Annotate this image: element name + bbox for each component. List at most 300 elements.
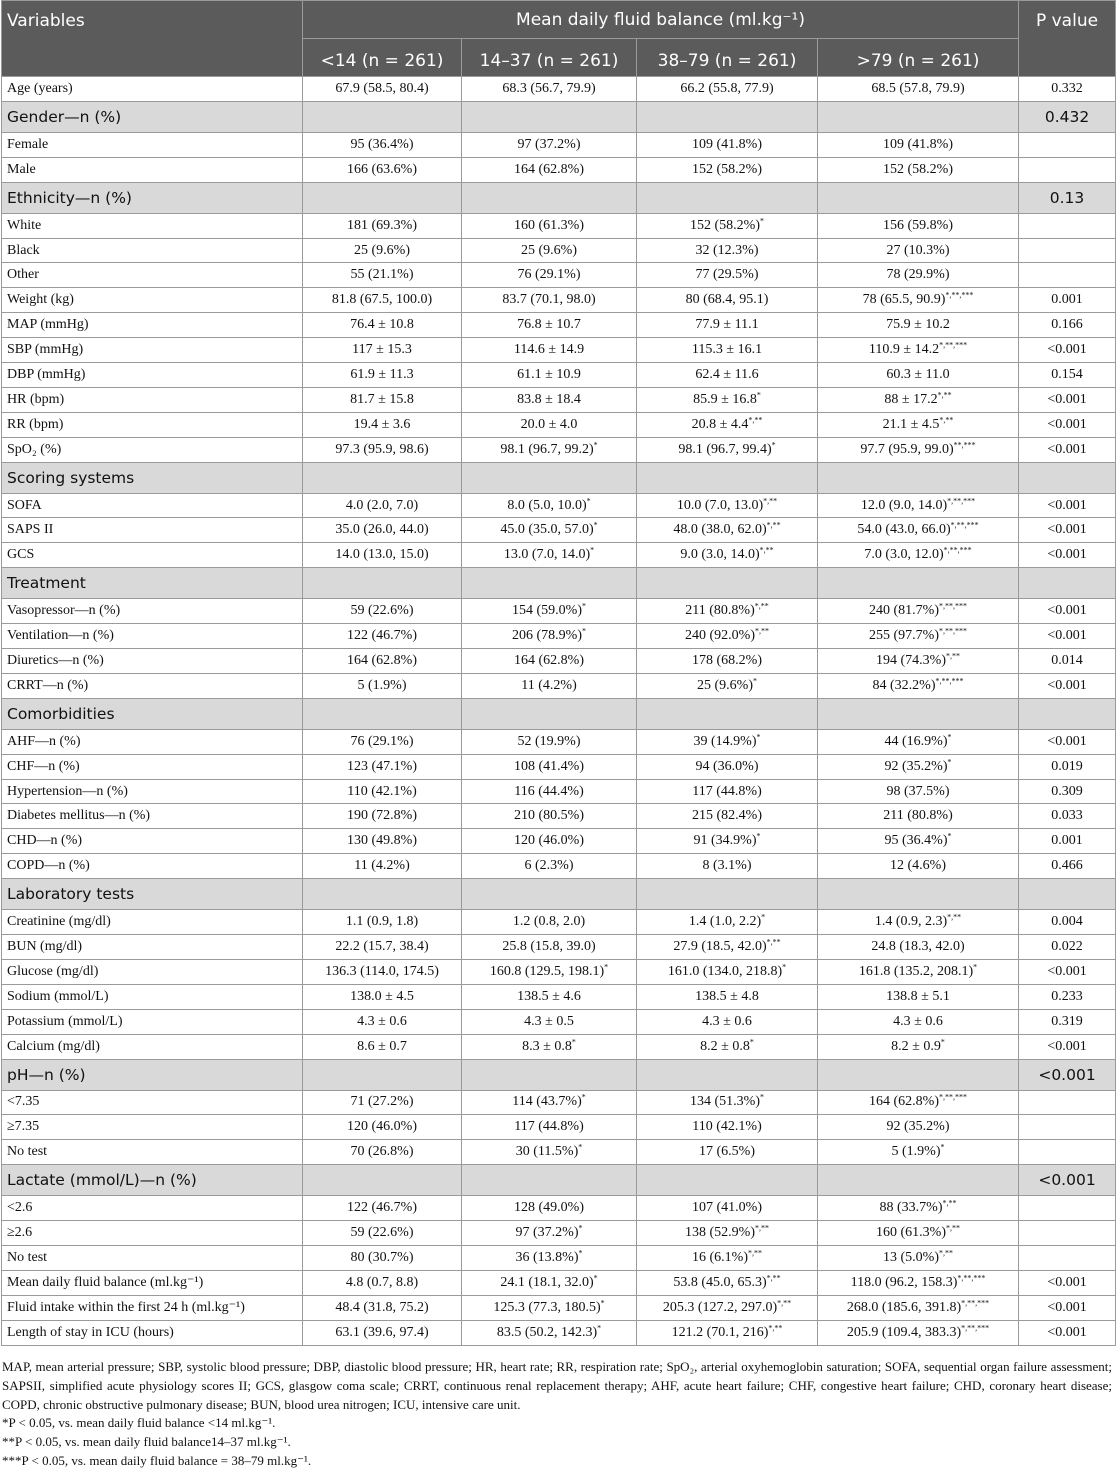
section-empty-cell	[462, 1059, 637, 1090]
footnote-significance-2: **P < 0.05, vs. mean daily fluid balance14–37 ml.kg⁻¹.	[2, 1434, 291, 1450]
value-cell-group-2: 164 (62.8%)	[462, 649, 637, 674]
table-row	[2, 338, 1116, 363]
row-label: Female	[2, 132, 303, 157]
value-cell-group-2: 83.8 ± 18.4	[462, 387, 637, 412]
footnote-significance-1: *P < 0.05, vs. mean daily fluid balance <14 ml.kg⁻¹.	[2, 1415, 276, 1431]
value-cell-group-4: 161.8 (135.2, 208.1)*	[818, 959, 1019, 984]
row-label: Diabetes mellitus—n (%)	[2, 804, 303, 829]
value-cell-group-1: 14.0 (13.0, 15.0)	[303, 543, 462, 568]
value-cell-group-3: 32 (12.3%)	[637, 238, 818, 263]
table-body	[2, 77, 1116, 1346]
section-p-value	[1019, 698, 1116, 729]
section-row	[2, 1059, 1116, 1090]
value-cell-group-3: 211 (80.8%)*,**	[637, 599, 818, 624]
value-cell-group-2: 154 (59.0%)*	[462, 599, 637, 624]
value-cell-group-3: 115.3 ± 16.1	[637, 338, 818, 363]
value-cell-group-3: 138.5 ± 4.8	[637, 984, 818, 1009]
value-cell-group-4: 194 (74.3%)*,**	[818, 649, 1019, 674]
row-label: No test	[2, 1140, 303, 1165]
value-cell-group-2: 114.6 ± 14.9	[462, 338, 637, 363]
p-value-cell	[1019, 1196, 1116, 1221]
value-cell-group-1: 61.9 ± 11.3	[303, 363, 462, 388]
value-cell-group-4: 110.9 ± 14.2*,**,***	[818, 338, 1019, 363]
value-cell-group-3: 80 (68.4, 95.1)	[637, 288, 818, 313]
section-empty-cell	[818, 879, 1019, 910]
value-cell-group-2: 160 (61.3%)	[462, 213, 637, 238]
p-value-cell: <0.001	[1019, 624, 1116, 649]
value-cell-group-4: 109 (41.8%)	[818, 132, 1019, 157]
p-value-cell	[1019, 157, 1116, 182]
table-row	[2, 935, 1116, 960]
header-group-title: Mean daily fluid balance (ml.kg⁻¹)	[303, 1, 1019, 39]
section-p-value: <0.001	[1019, 1059, 1116, 1090]
value-cell-group-1: 136.3 (114.0, 174.5)	[303, 959, 462, 984]
row-label: Fluid intake within the first 24 h (ml.kg⁻¹)	[2, 1295, 303, 1320]
table-row	[2, 854, 1116, 879]
value-cell-group-4: 88 (33.7%)*,**	[818, 1196, 1019, 1221]
value-cell-group-2: 20.0 ± 4.0	[462, 412, 637, 437]
value-cell-group-2: 76.8 ± 10.7	[462, 313, 637, 338]
value-cell-group-4: 118.0 (96.2, 158.3)*,**,***	[818, 1270, 1019, 1295]
value-cell-group-1: 59 (22.6%)	[303, 1221, 462, 1246]
p-value-cell	[1019, 1090, 1116, 1115]
header-group-4: >79 (n = 261)	[818, 39, 1019, 77]
p-value-cell: <0.001	[1019, 1270, 1116, 1295]
value-cell-group-1: 97.3 (95.9, 98.6)	[303, 437, 462, 462]
section-empty-cell	[462, 182, 637, 213]
value-cell-group-1: 19.4 ± 3.6	[303, 412, 462, 437]
value-cell-group-3: 215 (82.4%)	[637, 804, 818, 829]
baseline-characteristics-table	[1, 0, 1116, 1346]
value-cell-group-3: 16 (6.1%)*,**	[637, 1245, 818, 1270]
row-label: <7.35	[2, 1090, 303, 1115]
table-row	[2, 437, 1116, 462]
table-row	[2, 493, 1116, 518]
section-label: Laboratory tests	[2, 879, 303, 910]
section-empty-cell	[303, 1165, 462, 1196]
section-label: Gender—n (%)	[2, 101, 303, 132]
row-label: ≥7.35	[2, 1115, 303, 1140]
table-row	[2, 984, 1116, 1009]
p-value-cell: 0.004	[1019, 910, 1116, 935]
row-label: Calcium (mg/dl)	[2, 1034, 303, 1059]
section-empty-cell	[637, 698, 818, 729]
section-row	[2, 568, 1116, 599]
table-row	[2, 288, 1116, 313]
value-cell-group-3: 20.8 ± 4.4*,**	[637, 412, 818, 437]
value-cell-group-1: 110 (42.1%)	[303, 779, 462, 804]
value-cell-group-4: 60.3 ± 11.0	[818, 363, 1019, 388]
table-row	[2, 804, 1116, 829]
value-cell-group-2: 4.3 ± 0.5	[462, 1009, 637, 1034]
value-cell-group-3: 178 (68.2%)	[637, 649, 818, 674]
table-row	[2, 1320, 1116, 1345]
row-label: Other	[2, 263, 303, 288]
value-cell-group-3: 8 (3.1%)	[637, 854, 818, 879]
value-cell-group-1: 4.8 (0.7, 8.8)	[303, 1270, 462, 1295]
section-empty-cell	[637, 182, 818, 213]
value-cell-group-4: 27 (10.3%)	[818, 238, 1019, 263]
value-cell-group-1: 95 (36.4%)	[303, 132, 462, 157]
value-cell-group-3: 110 (42.1%)	[637, 1115, 818, 1140]
table-row	[2, 543, 1116, 568]
section-empty-cell	[462, 698, 637, 729]
p-value-cell: <0.001	[1019, 673, 1116, 698]
row-label: AHF—n (%)	[2, 729, 303, 754]
value-cell-group-1: 181 (69.3%)	[303, 213, 462, 238]
value-cell-group-3: 121.2 (70.1, 216)*,**	[637, 1320, 818, 1345]
value-cell-group-2: 8.3 ± 0.8*	[462, 1034, 637, 1059]
row-label: CHD—n (%)	[2, 829, 303, 854]
value-cell-group-3: 117 (44.8%)	[637, 779, 818, 804]
section-empty-cell	[303, 698, 462, 729]
value-cell-group-1: 71 (27.2%)	[303, 1090, 462, 1115]
value-cell-group-2: 83.7 (70.1, 98.0)	[462, 288, 637, 313]
table-row	[2, 157, 1116, 182]
table-row	[2, 518, 1116, 543]
table-row	[2, 1221, 1116, 1246]
value-cell-group-3: 91 (34.9%)*	[637, 829, 818, 854]
value-cell-group-1: 76 (29.1%)	[303, 729, 462, 754]
value-cell-group-4: 164 (62.8%)*,**,***	[818, 1090, 1019, 1115]
section-empty-cell	[637, 1059, 818, 1090]
value-cell-group-2: 97 (37.2%)	[462, 132, 637, 157]
value-cell-group-1: 81.7 ± 15.8	[303, 387, 462, 412]
value-cell-group-1: 5 (1.9%)	[303, 673, 462, 698]
section-empty-cell	[818, 1165, 1019, 1196]
section-p-value	[1019, 462, 1116, 493]
section-empty-cell	[637, 462, 818, 493]
row-label: COPD—n (%)	[2, 854, 303, 879]
value-cell-group-4: 75.9 ± 10.2	[818, 313, 1019, 338]
p-value-cell: <0.001	[1019, 543, 1116, 568]
footnote-abbreviations: MAP, mean arterial pressure; SBP, systolic blood pressure; DBP, diastolic blood pressure; HR, heart rate; RR, respiration rate; SpO₂, arterial oxyhemoglobin saturation; SOFA, sequential organ failure assessment; SAPSII, simplified acute physiology scores II; GCS, glasgow coma scale; CRRT, continuous renal replacement therapy; AHF, acute heart failure; CHF, congestive heart failure; CHD, coronary heart disease; COPD, chronic obstructive pulmonary disease; BUN, blood urea nitrogen; ICU, intensive care unit.	[2, 1359, 1112, 1412]
value-cell-group-2: 61.1 ± 10.9	[462, 363, 637, 388]
header-p-value: P value	[1019, 1, 1116, 77]
value-cell-group-1: 25 (9.6%)	[303, 238, 462, 263]
table-row	[2, 1115, 1116, 1140]
p-value-cell	[1019, 238, 1116, 263]
value-cell-group-3: 107 (41.0%)	[637, 1196, 818, 1221]
row-label: DBP (mmHg)	[2, 363, 303, 388]
value-cell-group-1: 123 (47.1%)	[303, 754, 462, 779]
row-label: SOFA	[2, 493, 303, 518]
value-cell-group-1: 190 (72.8%)	[303, 804, 462, 829]
row-label: Length of stay in ICU (hours)	[2, 1320, 303, 1345]
value-cell-group-2: 30 (11.5%)*	[462, 1140, 637, 1165]
value-cell-group-4: 68.5 (57.8, 79.9)	[818, 77, 1019, 102]
section-empty-cell	[637, 101, 818, 132]
section-p-value: 0.13	[1019, 182, 1116, 213]
row-label: SAPS II	[2, 518, 303, 543]
section-empty-cell	[303, 568, 462, 599]
value-cell-group-2: 36 (13.8%)*	[462, 1245, 637, 1270]
section-row	[2, 462, 1116, 493]
table-row	[2, 1196, 1116, 1221]
value-cell-group-2: 120 (46.0%)	[462, 829, 637, 854]
section-empty-cell	[303, 879, 462, 910]
value-cell-group-2: 83.5 (50.2, 142.3)*	[462, 1320, 637, 1345]
value-cell-group-2: 24.1 (18.1, 32.0)*	[462, 1270, 637, 1295]
p-value-cell: 0.319	[1019, 1009, 1116, 1034]
section-empty-cell	[462, 101, 637, 132]
p-value-cell	[1019, 1115, 1116, 1140]
section-empty-cell	[818, 698, 1019, 729]
row-label: HR (bpm)	[2, 387, 303, 412]
row-label: No test	[2, 1245, 303, 1270]
header-group-2: 14–37 (n = 261)	[462, 39, 637, 77]
value-cell-group-4: 255 (97.7%)*,**,***	[818, 624, 1019, 649]
value-cell-group-3: 48.0 (38.0, 62.0)*,**	[637, 518, 818, 543]
row-label: Diuretics—n (%)	[2, 649, 303, 674]
p-value-cell: 0.166	[1019, 313, 1116, 338]
value-cell-group-3: 25 (9.6%)*	[637, 673, 818, 698]
row-label: SpO₂ (%)	[2, 437, 303, 462]
table-row	[2, 263, 1116, 288]
value-cell-group-3: 4.3 ± 0.6	[637, 1009, 818, 1034]
value-cell-group-1: 76.4 ± 10.8	[303, 313, 462, 338]
table-row	[2, 1245, 1116, 1270]
row-label: White	[2, 213, 303, 238]
p-value-cell: 0.001	[1019, 829, 1116, 854]
value-cell-group-3: 138 (52.9%)*,**	[637, 1221, 818, 1246]
value-cell-group-4: 95 (36.4%)*	[818, 829, 1019, 854]
value-cell-group-3: 77.9 ± 11.1	[637, 313, 818, 338]
p-value-cell: <0.001	[1019, 959, 1116, 984]
section-p-value: <0.001	[1019, 1165, 1116, 1196]
value-cell-group-4: 240 (81.7%)*,**,***	[818, 599, 1019, 624]
p-value-cell: <0.001	[1019, 493, 1116, 518]
value-cell-group-3: 205.3 (127.2, 297.0)*,**	[637, 1295, 818, 1320]
value-cell-group-3: 152 (58.2%)*	[637, 213, 818, 238]
value-cell-group-1: 117 ± 15.3	[303, 338, 462, 363]
p-value-cell: 0.309	[1019, 779, 1116, 804]
section-label: Lactate (mmol/L)—n (%)	[2, 1165, 303, 1196]
value-cell-group-4: 44 (16.9%)*	[818, 729, 1019, 754]
value-cell-group-4: 1.4 (0.9, 2.3)*,**	[818, 910, 1019, 935]
value-cell-group-4: 98 (37.5%)	[818, 779, 1019, 804]
row-label: Hypertension—n (%)	[2, 779, 303, 804]
value-cell-group-2: 160.8 (129.5, 198.1)*	[462, 959, 637, 984]
p-value-cell: 0.001	[1019, 288, 1116, 313]
value-cell-group-2: 11 (4.2%)	[462, 673, 637, 698]
p-value-cell: 0.014	[1019, 649, 1116, 674]
value-cell-group-4: 12 (4.6%)	[818, 854, 1019, 879]
table-row	[2, 673, 1116, 698]
table-row	[2, 624, 1116, 649]
value-cell-group-3: 98.1 (96.7, 99.4)*	[637, 437, 818, 462]
value-cell-group-4: 205.9 (109.4, 383.3)*,**,***	[818, 1320, 1019, 1345]
table-row	[2, 779, 1116, 804]
value-cell-group-1: 48.4 (31.8, 75.2)	[303, 1295, 462, 1320]
table-row	[2, 132, 1116, 157]
section-label: Ethnicity—n (%)	[2, 182, 303, 213]
value-cell-group-3: 77 (29.5%)	[637, 263, 818, 288]
value-cell-group-4: 21.1 ± 4.5*,**	[818, 412, 1019, 437]
section-empty-cell	[303, 182, 462, 213]
value-cell-group-4: 211 (80.8%)	[818, 804, 1019, 829]
section-label: Treatment	[2, 568, 303, 599]
table-row	[2, 754, 1116, 779]
value-cell-group-3: 85.9 ± 16.8*	[637, 387, 818, 412]
p-value-cell	[1019, 1245, 1116, 1270]
value-cell-group-1: 59 (22.6%)	[303, 599, 462, 624]
value-cell-group-2: 206 (78.9%)*	[462, 624, 637, 649]
p-value-cell: 0.466	[1019, 854, 1116, 879]
row-label: <2.6	[2, 1196, 303, 1221]
value-cell-group-2: 164 (62.8%)	[462, 157, 637, 182]
value-cell-group-1: 35.0 (26.0, 44.0)	[303, 518, 462, 543]
row-label: SBP (mmHg)	[2, 338, 303, 363]
table-row	[2, 363, 1116, 388]
value-cell-group-4: 92 (35.2%)	[818, 1115, 1019, 1140]
value-cell-group-1: 63.1 (39.6, 97.4)	[303, 1320, 462, 1345]
value-cell-group-4: 13 (5.0%)*,**	[818, 1245, 1019, 1270]
value-cell-group-3: 62.4 ± 11.6	[637, 363, 818, 388]
section-row	[2, 182, 1116, 213]
row-label: Male	[2, 157, 303, 182]
value-cell-group-4: 4.3 ± 0.6	[818, 1009, 1019, 1034]
value-cell-group-4: 78 (29.9%)	[818, 263, 1019, 288]
row-label: Age (years)	[2, 77, 303, 102]
section-empty-cell	[303, 462, 462, 493]
value-cell-group-2: 1.2 (0.8, 2.0)	[462, 910, 637, 935]
row-label: CRRT—n (%)	[2, 673, 303, 698]
section-row	[2, 1165, 1116, 1196]
value-cell-group-2: 116 (44.4%)	[462, 779, 637, 804]
value-cell-group-2: 138.5 ± 4.6	[462, 984, 637, 1009]
value-cell-group-1: 8.6 ± 0.7	[303, 1034, 462, 1059]
value-cell-group-4: 138.8 ± 5.1	[818, 984, 1019, 1009]
row-label: RR (bpm)	[2, 412, 303, 437]
p-value-cell: <0.001	[1019, 437, 1116, 462]
table-row	[2, 599, 1116, 624]
value-cell-group-1: 22.2 (15.7, 38.4)	[303, 935, 462, 960]
p-value-cell: <0.001	[1019, 412, 1116, 437]
table-row	[2, 387, 1116, 412]
table-row	[2, 1090, 1116, 1115]
section-label: pH—n (%)	[2, 1059, 303, 1090]
row-label: Vasopressor—n (%)	[2, 599, 303, 624]
footnote-significance-3: ***P < 0.05, vs. mean daily fluid balance = 38–79 ml.kg⁻¹.	[2, 1452, 312, 1468]
value-cell-group-2: 210 (80.5%)	[462, 804, 637, 829]
row-label: Glucose (mg/dl)	[2, 959, 303, 984]
value-cell-group-2: 114 (43.7%)*	[462, 1090, 637, 1115]
section-empty-cell	[462, 462, 637, 493]
section-empty-cell	[818, 101, 1019, 132]
value-cell-group-3: 109 (41.8%)	[637, 132, 818, 157]
p-value-cell: <0.001	[1019, 338, 1116, 363]
value-cell-group-4: 54.0 (43.0, 66.0)*,**,***	[818, 518, 1019, 543]
value-cell-group-2: 97 (37.2%)*	[462, 1221, 637, 1246]
row-label: Potassium (mmol/L)	[2, 1009, 303, 1034]
table-row	[2, 77, 1116, 102]
value-cell-group-3: 66.2 (55.8, 77.9)	[637, 77, 818, 102]
p-value-cell	[1019, 1140, 1116, 1165]
value-cell-group-1: 130 (49.8%)	[303, 829, 462, 854]
row-label: Sodium (mmol/L)	[2, 984, 303, 1009]
value-cell-group-3: 9.0 (3.0, 14.0)*,**	[637, 543, 818, 568]
value-cell-group-1: 4.0 (2.0, 7.0)	[303, 493, 462, 518]
value-cell-group-4: 5 (1.9%)*	[818, 1140, 1019, 1165]
p-value-cell: 0.019	[1019, 754, 1116, 779]
table-row	[2, 1009, 1116, 1034]
table-row	[2, 1034, 1116, 1059]
value-cell-group-4: 24.8 (18.3, 42.0)	[818, 935, 1019, 960]
value-cell-group-4: 84 (32.2%)*,**,***	[818, 673, 1019, 698]
table-row	[2, 1295, 1116, 1320]
table-row	[2, 910, 1116, 935]
section-label: Comorbidities	[2, 698, 303, 729]
section-empty-cell	[637, 1165, 818, 1196]
section-empty-cell	[818, 1059, 1019, 1090]
p-value-cell: <0.001	[1019, 1034, 1116, 1059]
value-cell-group-1: 55 (21.1%)	[303, 263, 462, 288]
value-cell-group-3: 10.0 (7.0, 13.0)*,**	[637, 493, 818, 518]
table-row	[2, 412, 1116, 437]
p-value-cell: <0.001	[1019, 387, 1116, 412]
row-label: Black	[2, 238, 303, 263]
value-cell-group-3: 39 (14.9%)*	[637, 729, 818, 754]
value-cell-group-1: 80 (30.7%)	[303, 1245, 462, 1270]
table-row	[2, 213, 1116, 238]
table-footnotes	[2, 1358, 1112, 1471]
section-empty-cell	[462, 1165, 637, 1196]
section-empty-cell	[462, 879, 637, 910]
value-cell-group-1: 11 (4.2%)	[303, 854, 462, 879]
value-cell-group-3: 152 (58.2%)	[637, 157, 818, 182]
header-group-1: <14 (n = 261)	[303, 39, 462, 77]
p-value-cell	[1019, 1221, 1116, 1246]
section-empty-cell	[637, 568, 818, 599]
value-cell-group-4: 152 (58.2%)	[818, 157, 1019, 182]
p-value-cell	[1019, 132, 1116, 157]
value-cell-group-2: 13.0 (7.0, 14.0)*	[462, 543, 637, 568]
value-cell-group-1: 81.8 (67.5, 100.0)	[303, 288, 462, 313]
row-label: Ventilation—n (%)	[2, 624, 303, 649]
p-value-cell: 0.154	[1019, 363, 1116, 388]
value-cell-group-3: 1.4 (1.0, 2.2)*	[637, 910, 818, 935]
value-cell-group-3: 94 (36.0%)	[637, 754, 818, 779]
row-label: Weight (kg)	[2, 288, 303, 313]
row-label: ≥2.6	[2, 1221, 303, 1246]
value-cell-group-2: 25.8 (15.8, 39.0)	[462, 935, 637, 960]
section-p-value: 0.432	[1019, 101, 1116, 132]
value-cell-group-3: 134 (51.3%)*	[637, 1090, 818, 1115]
p-value-cell: 0.233	[1019, 984, 1116, 1009]
value-cell-group-3: 17 (6.5%)	[637, 1140, 818, 1165]
section-empty-cell	[303, 1059, 462, 1090]
value-cell-group-4: 88 ± 17.2*,**	[818, 387, 1019, 412]
section-p-value	[1019, 879, 1116, 910]
value-cell-group-2: 45.0 (35.0, 57.0)*	[462, 518, 637, 543]
row-label: Creatinine (mg/dl)	[2, 910, 303, 935]
row-label: MAP (mmHg)	[2, 313, 303, 338]
section-row	[2, 101, 1116, 132]
value-cell-group-4: 160 (61.3%)*,**	[818, 1221, 1019, 1246]
value-cell-group-2: 6 (2.3%)	[462, 854, 637, 879]
section-row	[2, 879, 1116, 910]
section-empty-cell	[818, 462, 1019, 493]
value-cell-group-2: 76 (29.1%)	[462, 263, 637, 288]
p-value-cell: 0.022	[1019, 935, 1116, 960]
value-cell-group-4: 12.0 (9.0, 14.0)*,**,***	[818, 493, 1019, 518]
p-value-cell	[1019, 213, 1116, 238]
value-cell-group-1: 4.3 ± 0.6	[303, 1009, 462, 1034]
value-cell-group-3: 161.0 (134.0, 218.8)*	[637, 959, 818, 984]
value-cell-group-1: 1.1 (0.9, 1.8)	[303, 910, 462, 935]
table-row	[2, 1270, 1116, 1295]
